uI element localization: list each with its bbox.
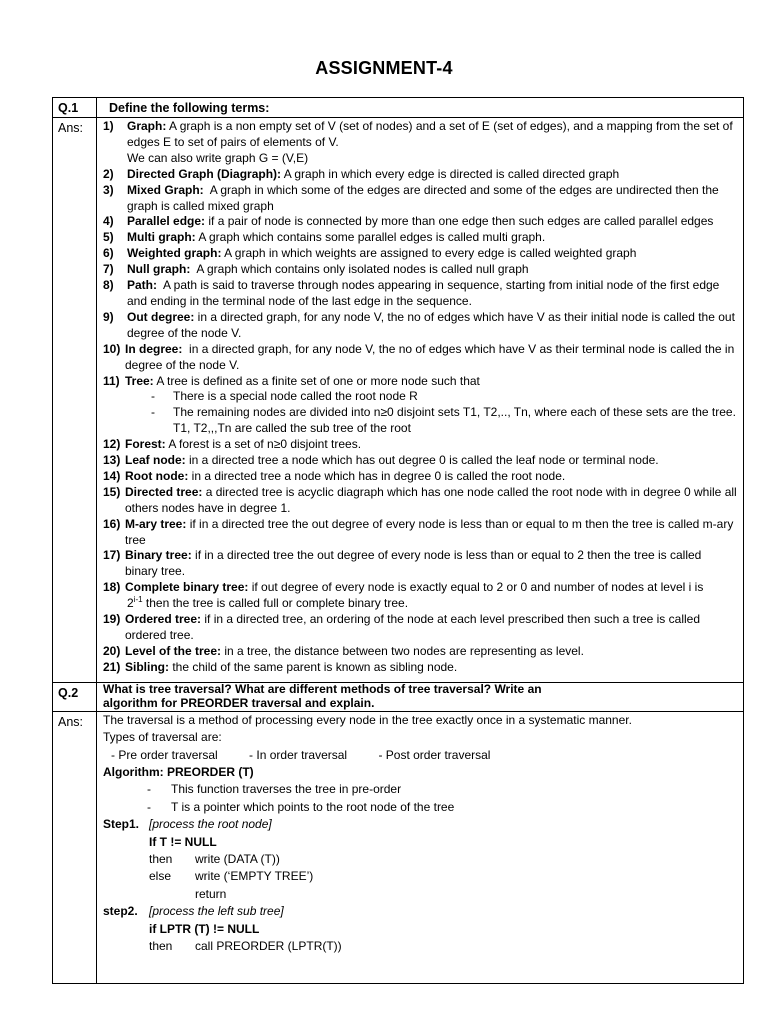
definition-term: Tree: <box>125 373 154 388</box>
definition-text: Directed Graph (Diagraph): A graph in which every edge is directed is called directed graph <box>127 166 620 181</box>
types-label: Types of traversal are: <box>103 730 222 745</box>
step2-if: if LPTR (T) != NULL <box>149 921 260 936</box>
definition-item <box>103 437 737 453</box>
definition-item <box>103 580 737 596</box>
definition-term: Leaf node: <box>125 453 186 468</box>
definition-item <box>103 262 737 278</box>
definitions-list <box>97 118 743 682</box>
definition-number: 17) <box>103 548 121 563</box>
q2-label: Q.2 <box>53 682 97 711</box>
definition-number: 9) <box>103 309 114 324</box>
step1-comment: [process the root node] <box>149 817 272 832</box>
definition-text: Sibling: the child of the same parent is known as sibling node. <box>125 659 458 674</box>
definition-item <box>103 278 737 310</box>
q2-answer-row <box>53 711 744 983</box>
definition-item <box>103 342 737 374</box>
q2-answer <box>97 712 743 958</box>
q2-question-line1: What is tree traversal? What are different methods of tree traversal? Write an <box>103 681 542 696</box>
q1-row <box>53 98 744 118</box>
step1 <box>103 816 737 833</box>
type-postorder: - Post order traversal <box>378 747 491 762</box>
definition-number: 1) <box>103 119 114 133</box>
definition-text: Ordered tree: if in a directed tree, an ordering of the node at each level prescribed then such a tree is called ordered tree. <box>125 612 704 642</box>
tree-bullet: - There is a special node called the root node R <box>151 389 418 404</box>
q1-label: Q.1 <box>53 98 97 118</box>
definition-text: M-ary tree: if in a directed tree the out degree of every node is less than or equal to m then the tree is called m-ary tree <box>125 516 737 547</box>
definition-item <box>103 453 737 469</box>
definition-term: Binary tree: <box>125 548 192 563</box>
definition-term: Graph: <box>127 119 167 133</box>
q1-answer-cell <box>97 118 744 683</box>
definition-term: Root node: <box>125 468 189 483</box>
page-title: ASSIGNMENT-4 <box>315 58 453 78</box>
q2-answer-cell <box>97 711 744 983</box>
definition-number: 10) <box>103 341 121 356</box>
definition-term: Sibling: <box>125 659 169 674</box>
definition-number: 20) <box>103 643 121 658</box>
type-inorder: - In order traversal <box>249 747 348 762</box>
definition-term: Directed tree: <box>125 484 203 499</box>
definition-number: 16) <box>103 516 121 531</box>
definition-text: Parallel edge: if a pair of node is connected by more than one edge then such edges are called parallel edges <box>127 214 714 229</box>
definition-item <box>103 119 737 151</box>
alg-bullet: - This function traverses the tree in pre-order <box>147 782 402 797</box>
definition-item <box>103 469 737 485</box>
q1-question: Define the following terms: <box>109 101 270 115</box>
definition-term: Out degree: <box>127 309 195 324</box>
definition-term: Null graph: <box>127 262 191 277</box>
q2-question-line2: algorithm for PREORDER traversal and explain. <box>103 695 375 710</box>
definition-number: 4) <box>103 214 114 229</box>
step2 <box>103 903 737 920</box>
definition-item <box>103 612 737 644</box>
definition-text: Out degree: in a directed graph, for any node V, the no of edges which have V as their initial node is called the out degree of the node V. <box>127 309 739 340</box>
definition-item <box>103 484 741 517</box>
definition-text: Level of the tree: in a tree, the distance between two nodes are representing as level. <box>125 643 584 658</box>
step1-label: Step1. <box>103 817 140 832</box>
definition-term: Ordered tree: <box>125 612 202 627</box>
definition-text: Forest: A forest is a set of n≥0 disjoint trees. <box>125 437 362 452</box>
definition-term: Complete binary tree: <box>125 580 249 595</box>
definition-number: 18) <box>103 580 121 595</box>
definition-text: Tree: A tree is defined as a finite set of one or more node such that <box>125 373 480 388</box>
definition-text: In degree: in a directed graph, for any node V, the no of edges which have V as their terminal node is called the in degree of the node V. <box>125 341 738 372</box>
complete-binary-formula: 2$^{i-1}$ then the tree is called full or complete binary tree. <box>127 595 409 611</box>
definition-text: Graph: A graph is a non empty set of V (set of nodes) and a set of E (set of edges), and a mapping from the set of edges E to set of pairs of elements of V. <box>127 119 737 149</box>
definition-text: Weighted graph: A graph in which weights are assigned to every edge is called weighted graph <box>127 246 637 261</box>
definition-term: Mixed Graph: <box>127 182 204 197</box>
step2-label: step2. <box>103 904 138 919</box>
algorithm-title: Algorithm: PREORDER (T) <box>103 764 254 779</box>
definition-term: Path: <box>127 278 157 293</box>
definition-text: Multi graph: A graph which contains some parallel edges is called multi graph. <box>127 230 546 245</box>
types-list <box>103 747 737 764</box>
q2-ans-label: Ans: <box>53 711 97 983</box>
step1-then: then write (DATA (T)) <box>149 851 280 866</box>
definition-term: Multi graph: <box>127 230 196 245</box>
definition-term: Weighted graph: <box>127 246 222 261</box>
step1-else: else write (‘EMPTY TREE’) <box>149 869 314 884</box>
definition-number: 11) <box>103 373 120 388</box>
definition-number: 19) <box>103 612 121 627</box>
graph-notation: We can also write graph G = (V,E) <box>127 150 309 165</box>
definition-term: In degree: <box>125 341 183 356</box>
definition-number: 7) <box>103 262 114 277</box>
definition-item <box>103 548 737 580</box>
step2-comment: [process the left sub tree] <box>149 904 284 919</box>
definition-number: 12) <box>103 437 121 452</box>
definition-term: Directed Graph (Diagraph): <box>127 166 282 181</box>
definition-text: Leaf node: in a directed tree a node which has out degree 0 is called the leaf node or terminal node. <box>125 453 659 468</box>
definition-item <box>103 660 737 676</box>
tree-bullet: - The remaining nodes are divided into n≥0 disjoint sets T1, T2,.., Tn, where each of these sets are the tree. T1, T2,,,Tn are called the sub tree of the root <box>151 405 736 436</box>
definition-number: 21) <box>103 659 121 674</box>
step2-then: then call PREORDER (LPTR(T)) <box>149 939 342 953</box>
definition-number: 2) <box>103 166 114 181</box>
q1-question-cell <box>97 98 744 118</box>
definition-term: Forest: <box>125 437 166 452</box>
definition-item <box>103 230 737 246</box>
definition-number: 3) <box>103 182 114 197</box>
definition-text: Null graph: A graph which contains only isolated nodes is called null graph <box>127 262 529 277</box>
q1-ans-label: Ans: <box>53 118 97 683</box>
definition-item <box>103 644 737 660</box>
definition-term: Parallel edge: <box>127 214 206 229</box>
definition-item <box>103 167 737 183</box>
definition-number: 14) <box>103 468 121 483</box>
q2-row <box>53 682 744 711</box>
step1-return: return <box>195 886 227 901</box>
definition-text: Mixed Graph: A graph in which some of the edges are directed and some of the edges are undirected then the graph is called mixed graph <box>127 182 723 213</box>
q2-question-cell <box>97 682 744 711</box>
definition-item <box>103 374 737 390</box>
definition-text: Complete binary tree: if out degree of every node is exactly equal to 2 or 0 and number of nodes at level i is <box>125 580 704 595</box>
definition-term: Level of the tree: <box>125 643 222 658</box>
definition-text: Path: A path is said to traverse through nodes appearing in sequence, starting from initial node of the first edge and ending in the terminal node of the last edge in the sequence. <box>127 278 723 308</box>
definition-text: Directed tree: a directed tree is acyclic diagraph which has one node called the root node with in degree 0 while all others nodes have in degree 1. <box>125 484 741 515</box>
definition-number: 6) <box>103 246 114 261</box>
type-preorder: - Pre order traversal <box>111 747 218 762</box>
definition-item <box>103 517 737 549</box>
definition-item <box>103 214 737 230</box>
definition-number: 8) <box>103 278 114 293</box>
definition-term: M-ary tree: <box>125 516 187 531</box>
definition-item <box>103 246 737 262</box>
step1-if: If T != NULL <box>149 834 217 849</box>
definition-item <box>103 183 737 215</box>
traversal-intro: The traversal is a method of processing every node in the tree exactly once in a systematic manner. <box>103 712 632 727</box>
definition-number: 13) <box>103 453 121 468</box>
definition-number: 15) <box>103 484 121 499</box>
alg-bullet: - T is a pointer which points to the root node of the tree <box>147 799 455 814</box>
definition-number: 5) <box>103 230 114 245</box>
assignment-table <box>52 97 744 984</box>
definition-text: Root node: in a directed tree a node which has in degree 0 is called the root node. <box>125 468 566 483</box>
definition-text: Binary tree: if in a directed tree the out degree of every node is less than or equal to 2 then the tree is called binary tree. <box>125 548 705 579</box>
q1-answer-row <box>53 118 744 683</box>
definition-item <box>103 310 737 342</box>
